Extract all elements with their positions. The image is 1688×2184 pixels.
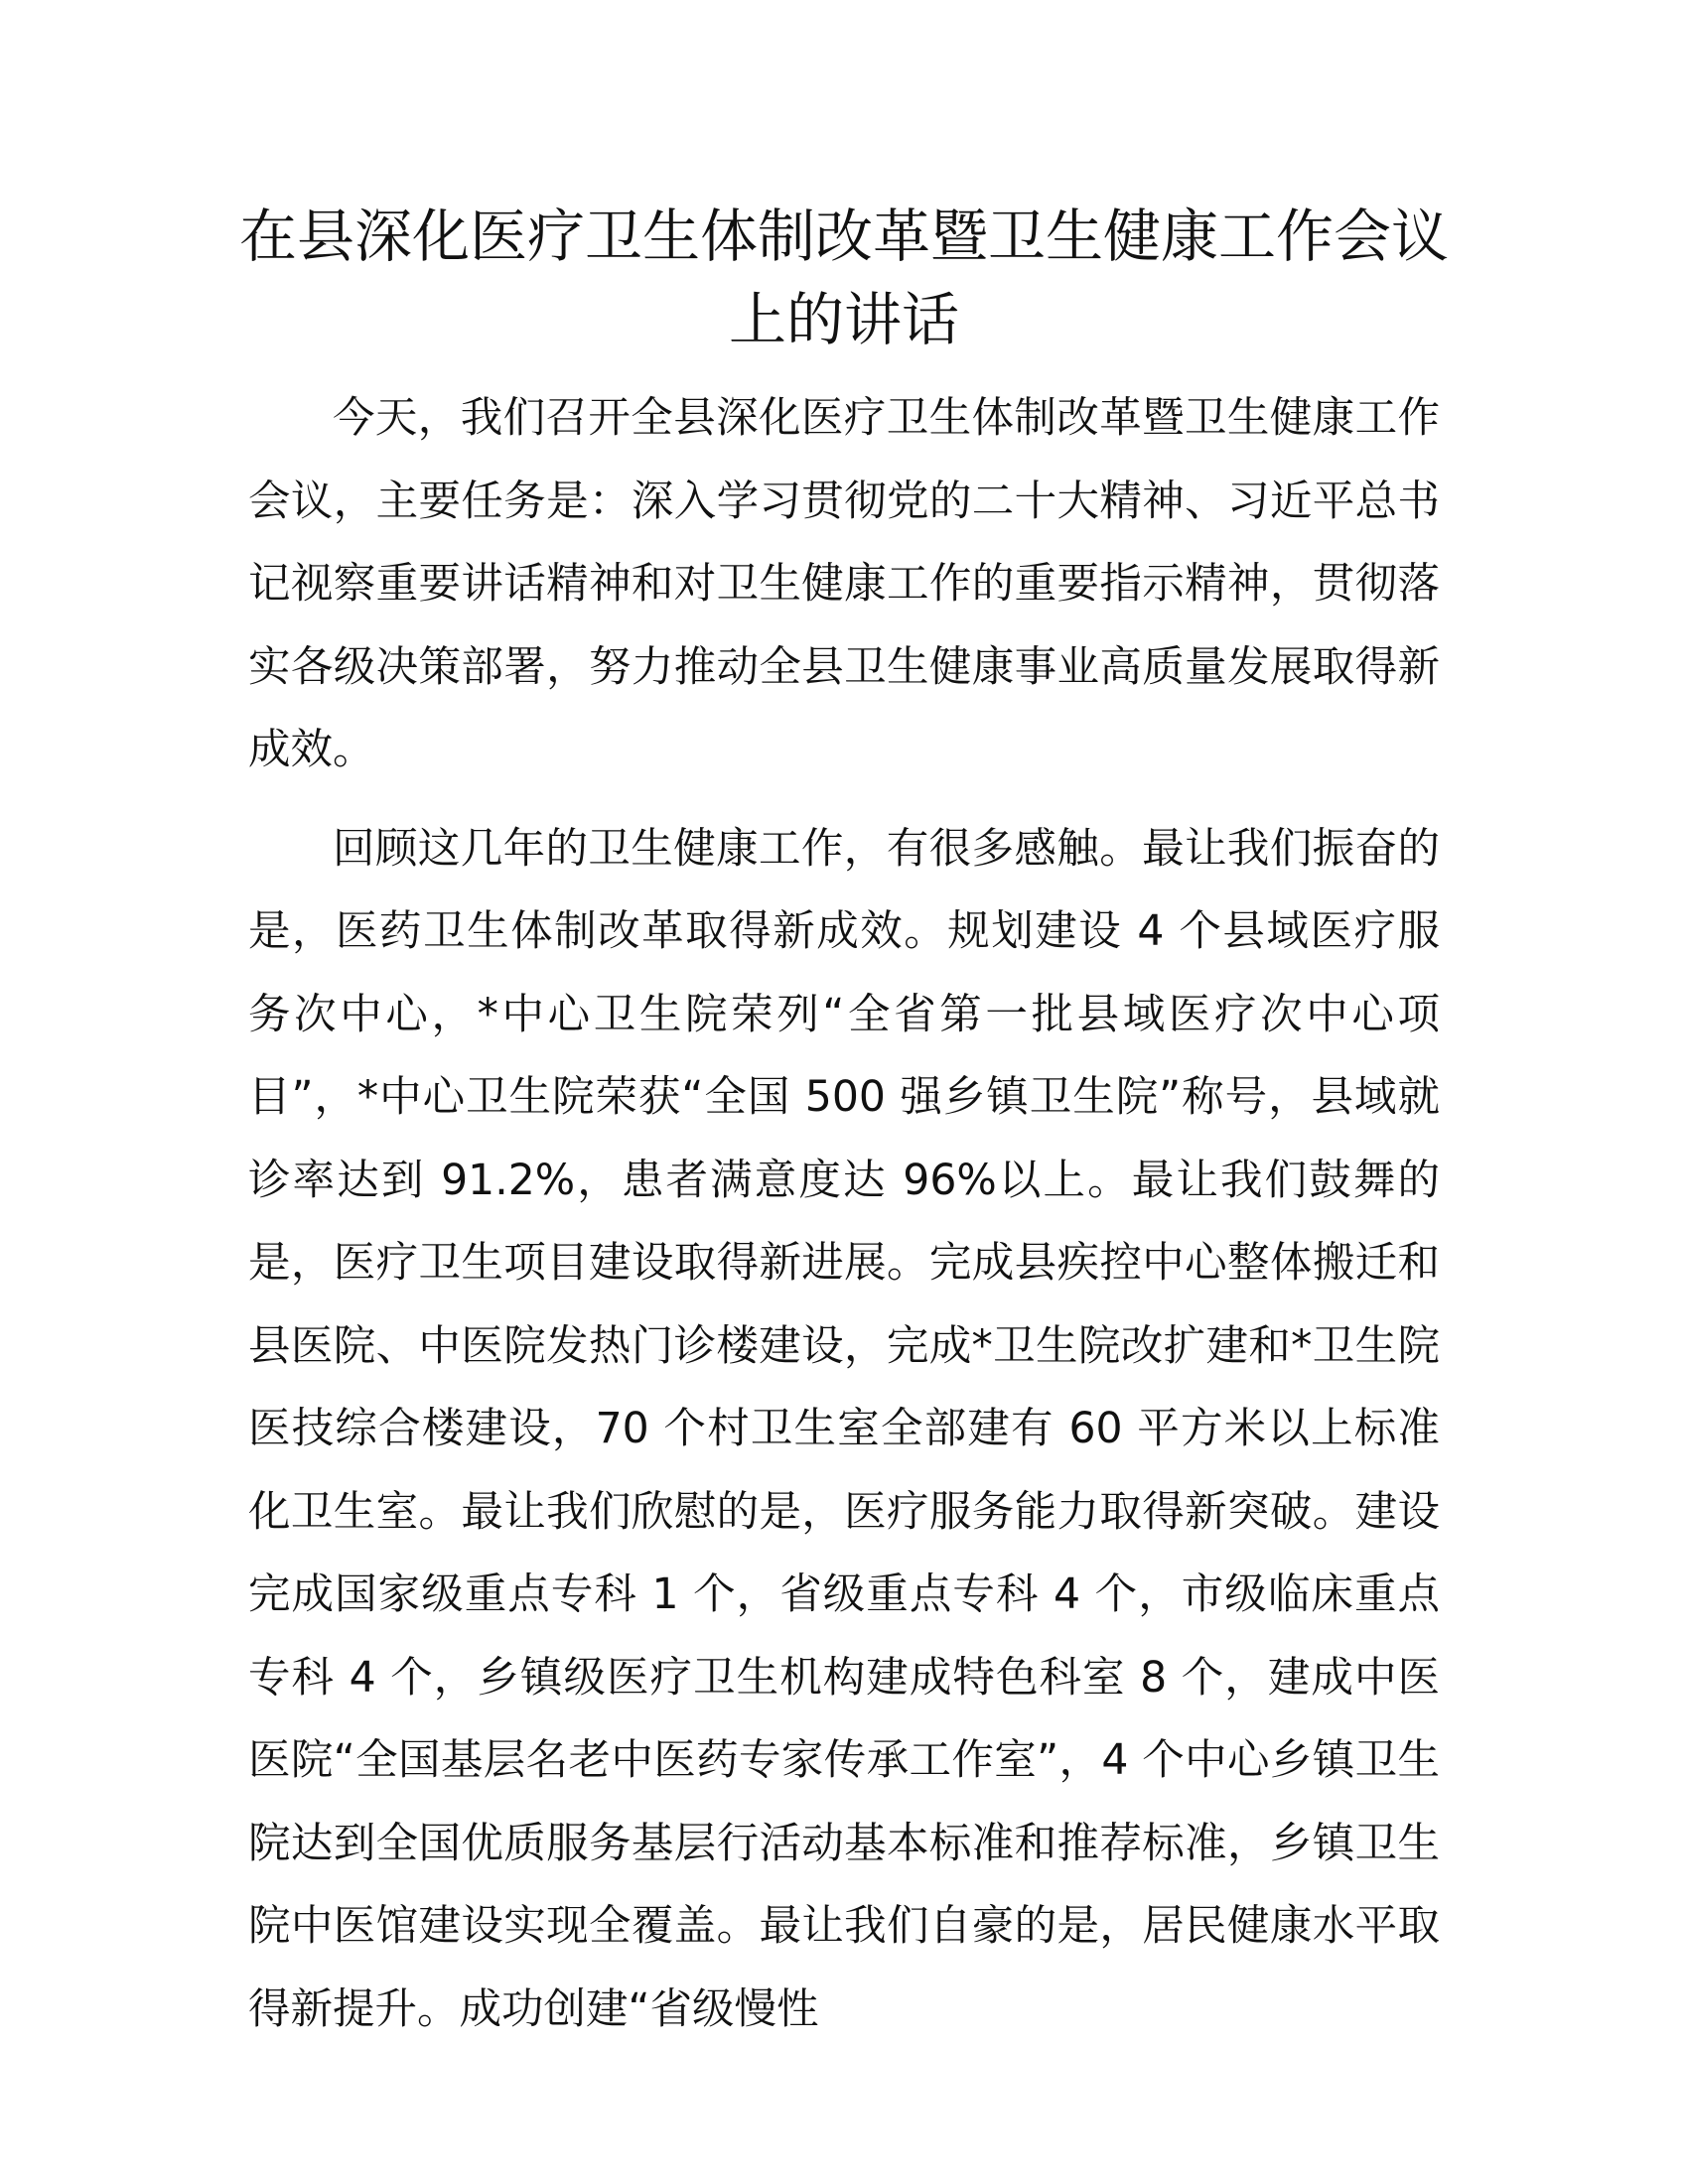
- paragraph-opening: 今天，我们召开全县深化医疗卫生体制改革暨卫生健康工作会议，主要任务是：深入学习贯彻党的二十大精神、习近平总书记视察重要讲话精神和对卫生健康工作的重要指示精神，贯彻落实各级决策部署，努力推动全县卫生健康事业高质量发展取得新成效。: [248, 394, 1440, 774]
- document-body: [248, 377, 1440, 2051]
- paragraph-review: 回顾这几年的卫生健康工作，有很多感触。最让我们振奋的是，医药卫生体制改革取得新成效。规划建设 4 个县域医疗服务次中心，*中心卫生院荣列“全省第一批县域医疗次中心项目”，*中心卫生院荣获“全国 500 强乡镇卫生院”称号，县域就诊率达到 91.2%，患者满意度达 96%以上。最让我们鼓舞的是，医疗卫生项目建设取得新进展。完成县疾控中心整体搬迁和县医院、中医院发热门诊楼建设，完成*卫生院改扩建和*卫生院医技综合楼建设，70 个村卫生室全部建有 60 平方米以上标准化卫生室。最让我们欣慰的是，医疗服务能力取得新突破。建设完成国家级重点专科 1 个，省级重点专科 4 个，市级临床重点专科 4 个，乡镇级医疗卫生机构建成特色科室 8 个，建成中医医院“全国基层名老中医药专家传承工作室”，4 个中心乡镇卫生院达到全国优质服务基层行活动基本标准和推荐标准，乡镇卫生院中医馆建设实现全覆盖。最让我们自豪的是，居民健康水平取得新提升。成功创建“省级慢性: [248, 824, 1440, 2034]
- document-title: 在县深化医疗卫生体制改革暨卫生健康工作会议上的讲话: [238, 203, 1449, 353]
